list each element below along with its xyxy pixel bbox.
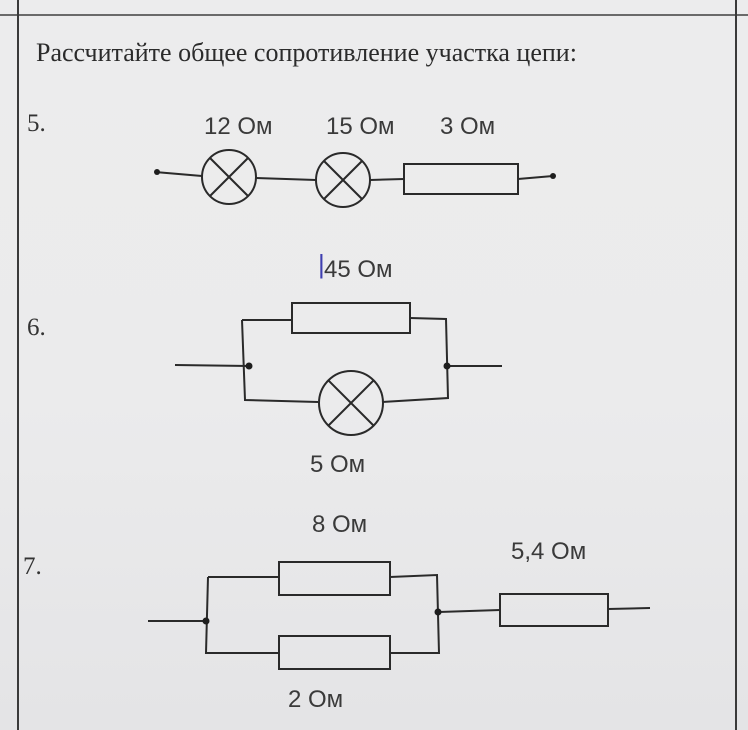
problem-6-number: 6. [27, 314, 46, 341]
problem-6-lamp-label: 5 Ом [310, 451, 366, 478]
resistor-icon [404, 164, 518, 194]
problem-7-bottom-resistor-label: 2 Ом [288, 686, 344, 713]
lamp-icon [319, 371, 383, 435]
circuit-6 [175, 303, 502, 435]
circuit-7 [148, 562, 650, 669]
problem-5-lamp-2-label: 15 Ом [326, 113, 395, 140]
problem-7-series-resistor-label: 5,4 Ом [511, 538, 587, 565]
problem-7-top-resistor-label: 8 Ом [312, 511, 368, 538]
problem-6-resistor-label: 45 Ом [324, 256, 393, 283]
wire [608, 608, 650, 609]
resistor-icon [292, 303, 410, 333]
problem-5-resistor-label: 3 Ом [440, 113, 496, 140]
wire [390, 575, 439, 653]
wire [370, 179, 404, 180]
wire [256, 178, 316, 180]
junction-dot [435, 609, 442, 616]
problem-5-number: 5. [27, 110, 46, 137]
circuit-5 [155, 150, 553, 207]
terminal-dot [154, 169, 160, 175]
terminal-dot [550, 173, 556, 179]
problem-5-lamp-1-label: 12 Ом [204, 113, 273, 140]
wire [175, 365, 249, 366]
wire [518, 176, 553, 179]
wire [382, 318, 448, 402]
wire [155, 172, 202, 176]
lamp-icon [202, 150, 256, 204]
junction-dot [444, 363, 451, 370]
lamp-icon [316, 153, 370, 207]
resistor-icon [500, 594, 608, 626]
junction-dot [246, 363, 253, 370]
wire [439, 610, 500, 612]
task-title: Рассчитайте общее сопротивление участка цепи: [36, 38, 577, 67]
resistor-icon [279, 562, 390, 595]
wire [206, 577, 279, 653]
pen-mark: | [318, 249, 325, 279]
junction-dot [203, 618, 210, 625]
resistor-icon [279, 636, 390, 669]
problem-7-number: 7. [23, 553, 42, 580]
